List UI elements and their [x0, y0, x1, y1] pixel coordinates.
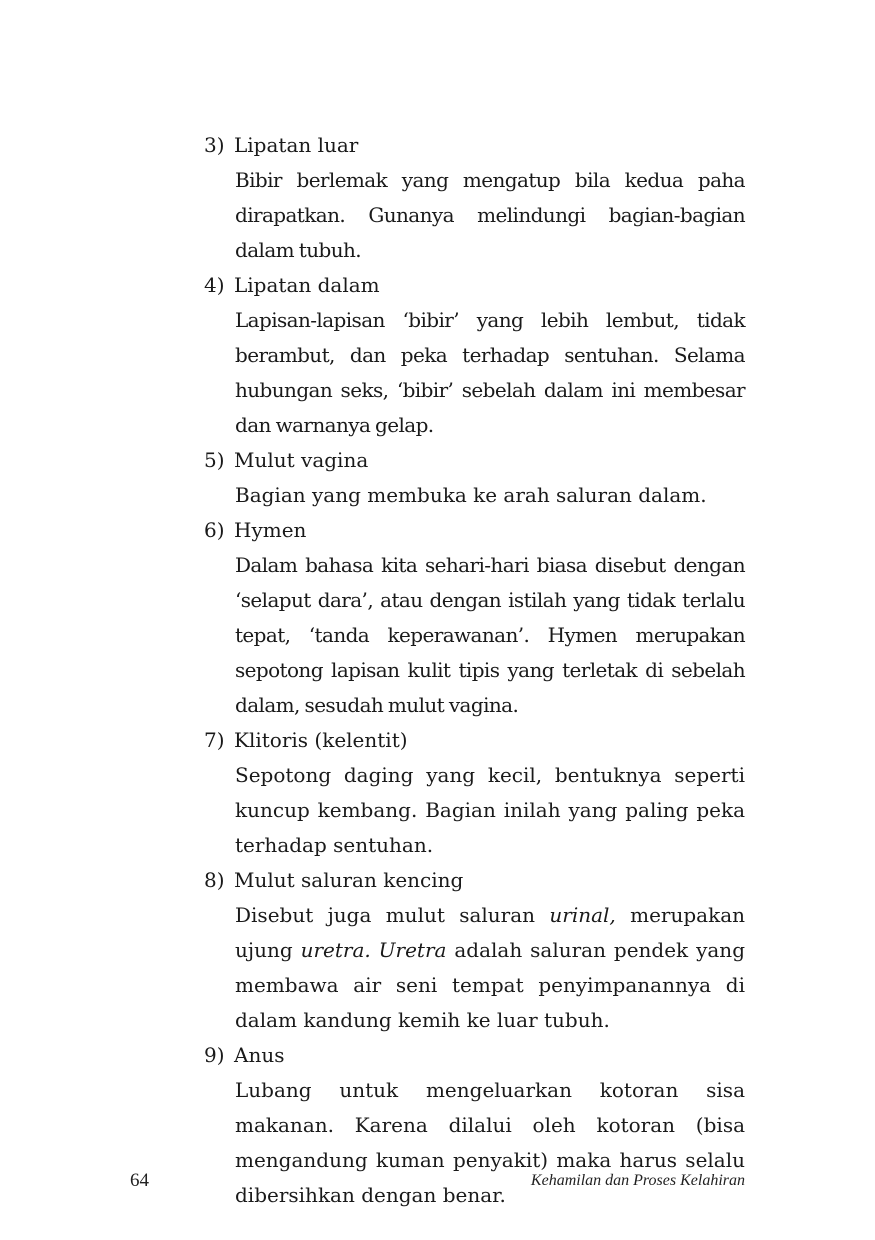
list-item-description: Bagian yang membuka ke arah saluran dalam.	[235, 483, 707, 507]
list-item-heading	[200, 513, 745, 548]
list-item-heading	[200, 1038, 745, 1073]
list-item-number: 5)	[204, 448, 225, 472]
list-item-description: Disebut juga mulut saluran urinal, merupakan ujung uretra. Uretra adalah saluran pendek yang membawa air seni tempat penyimpanannya di dalam kandung kemih ke luar tubuh.	[235, 903, 746, 1032]
italic-term-urinal: urinal,	[549, 903, 616, 927]
list-item-heading	[200, 863, 745, 898]
list-item	[200, 723, 745, 863]
list-item-description: Bibir berlemak yang mengatup bila kedua paha dirapatkan. Gunanya melindungi bagian-bagian dalam tubuh.	[235, 168, 745, 262]
list-item-heading	[200, 443, 745, 478]
list-item	[200, 443, 745, 513]
list-item-title: Klitoris (kelentit)	[234, 728, 408, 752]
list-item-description: Dalam bahasa kita sehari-hari biasa disebut dengan ‘selaput dara’, atau dengan istilah yang tidak terlalu tepat, ‘tanda keperawanan’. Hymen merupakan sepotong lapisan kulit tipis yang terletak di sebelah dalam, sesudah mulut vagina.	[235, 553, 745, 717]
list-item-description: Sepotong daging yang kecil, bentuknya seperti kuncup kembang. Bagian inilah yang paling peka terhadap sentuhan.	[235, 763, 745, 857]
list-item-number: 8)	[204, 868, 225, 892]
list-item	[200, 268, 745, 443]
page-number: 64	[130, 1170, 149, 1191]
list-item-title: Mulut vagina	[234, 448, 369, 472]
list-item	[200, 128, 745, 268]
list-item-number: 6)	[204, 518, 225, 542]
list-item-heading	[200, 723, 745, 758]
italic-term-uretra: uretra. Uretra	[300, 938, 447, 962]
list-item-number: 7)	[204, 728, 225, 752]
list-item	[200, 513, 745, 723]
list-item-title: Lipatan luar	[234, 133, 359, 157]
list-item-title: Lipatan dalam	[234, 273, 380, 297]
list-item-title: Hymen	[234, 518, 307, 542]
list-item-description: Lubang untuk mengeluarkan kotoran sisa makanan. Karena dilalui oleh kotoran (bisa mengandung kuman penyakit) maka harus selalu dibersihkan dengan benar.	[235, 1078, 745, 1207]
page-footer	[130, 1170, 745, 1194]
list-item-number: 4)	[204, 273, 225, 297]
numbered-list	[200, 128, 745, 1213]
list-item-heading	[200, 268, 745, 303]
list-item-title: Mulut saluran kencing	[234, 868, 464, 892]
list-item-number: 9)	[204, 1043, 225, 1067]
list-item-heading	[200, 128, 745, 163]
list-item	[200, 863, 745, 1038]
list-item-number: 3)	[204, 133, 225, 157]
list-item-title: Anus	[234, 1043, 285, 1067]
running-title: Kehamilan dan Proses Kelahiran	[530, 1172, 745, 1189]
list-item-description: Lapisan-lapisan ‘bibir’ yang lebih lembut, tidak berambut, dan peka terhadap sentuhan. Selama hubungan seks, ‘bibir’ sebelah dalam ini membesar dan warnanya gelap.	[235, 308, 745, 437]
